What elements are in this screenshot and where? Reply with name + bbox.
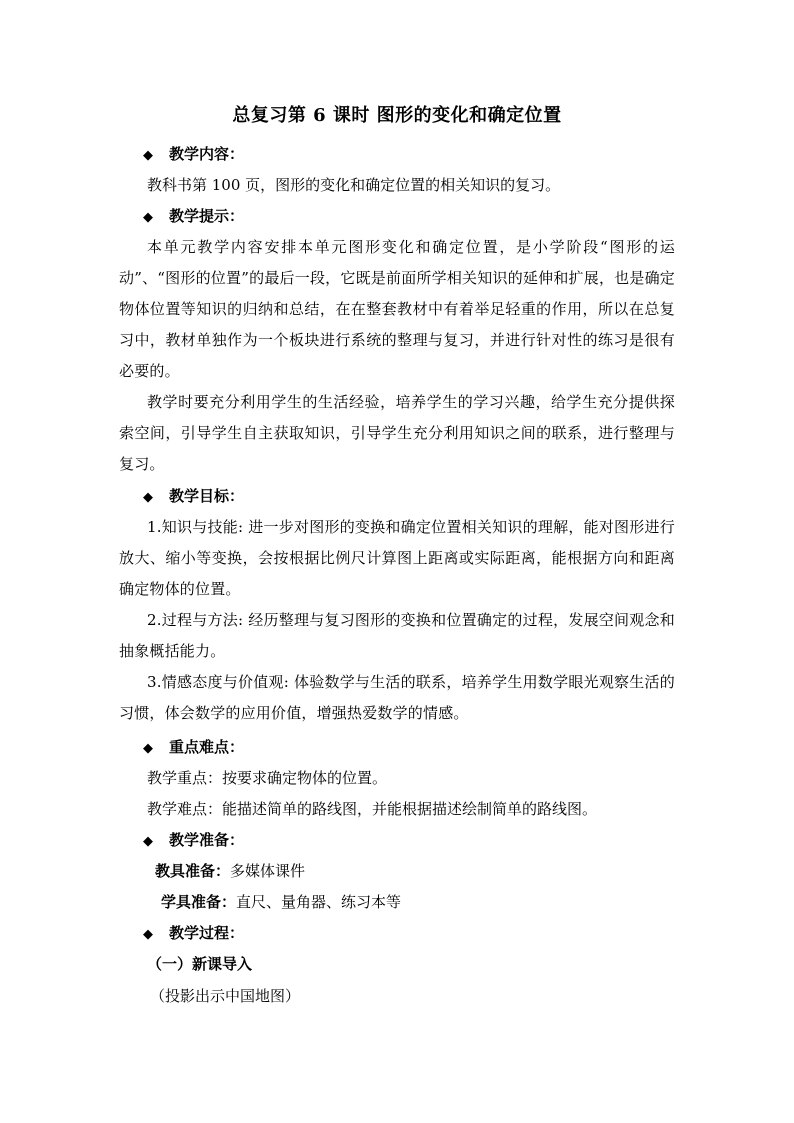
- section-heading-hints: [143, 205, 244, 229]
- student-prep-value: 直尺、量角器、练习本等: [236, 893, 402, 911]
- student-prep-line: [161, 891, 401, 913]
- heading-label: 教学内容：: [169, 145, 245, 163]
- goal-knowledge: 1.知识与技能: 进一步对图形的变换和确定位置相关知识的理解，能对图形进行放大、缩小等变换，会按根据比例尺计算图上距离或实际距离，能根据方向和距离确定物体的位置。: [119, 518, 675, 598]
- diamond-bullet-icon: ◆: [143, 210, 153, 225]
- section-heading-keypoints: [143, 736, 244, 760]
- heading-label: 教学提示：: [169, 207, 245, 225]
- process-step-1-note: （投影出示中国地图）: [150, 987, 301, 1005]
- goal-process: 2.过程与方法: 经历整理与复习图形的变换和位置确定的过程，发展空间观念和抽象概括能力。: [119, 611, 675, 660]
- teacher-prep-label: 教具准备：: [155, 862, 231, 880]
- hints-paragraph-2: 教学时要充分利用学生的生活经验，培养学生的学习兴趣，给学生充分提供探索空间，引导学生自主获取知识，引导学生充分利用知识之间的联系，进行整理与复习。: [119, 393, 675, 473]
- section-heading-goals: [143, 485, 244, 509]
- heading-label: 教学准备：: [169, 831, 245, 849]
- student-prep-label: 学具准备：: [161, 893, 237, 911]
- teacher-prep-line: [155, 860, 305, 882]
- difficult-point-text: 教学难点：能描述简单的路线图，并能根据描述绘制简单的路线图。: [147, 800, 598, 818]
- heading-label: 教学过程：: [169, 924, 245, 942]
- hints-paragraph-1: 本单元教学内容安排本单元图形变化和确定位置，是小学阶段“图形的运动”、“图形的位置”的最后一段，它既是前面所学相关知识的延伸和扩展，也是确定物体位置等知识的归纳和总结，在在整套教材中有着举足轻重的作用，所以在总复习中，教材单独作为一个板块进行系统的整理与复习，并进行针对性的练习是很有必要的。: [119, 238, 675, 380]
- diamond-bullet-icon: ◆: [143, 834, 153, 849]
- section-heading-process: [143, 922, 244, 946]
- key-point-text: 教学重点：按要求确定物体的位置。: [147, 769, 388, 787]
- process-step-1: （一）新课导入: [147, 955, 253, 973]
- content-text: 教科书第 100 页，图形的变化和确定位置的相关知识的复习。: [147, 176, 561, 194]
- heading-label: 教学目标：: [169, 487, 245, 505]
- diamond-bullet-icon: ◆: [143, 490, 153, 505]
- goal-emotion: 3.情感态度与价值观: 体验数学与生活的联系，培养学生用数学眼光观察生活的习惯，体会数学的应用价值，增强热爱数学的情感。: [119, 673, 675, 722]
- diamond-bullet-icon: ◆: [143, 148, 153, 163]
- diamond-bullet-icon: ◆: [143, 741, 153, 756]
- section-heading-content: [143, 143, 244, 167]
- teacher-prep-value: 多媒体课件: [230, 862, 306, 880]
- diamond-bullet-icon: ◆: [143, 927, 153, 942]
- section-heading-prep: [143, 829, 244, 853]
- page-title: 总复习第 6 课时 图形的变化和确定位置: [232, 105, 562, 126]
- heading-label: 重点难点：: [169, 738, 245, 756]
